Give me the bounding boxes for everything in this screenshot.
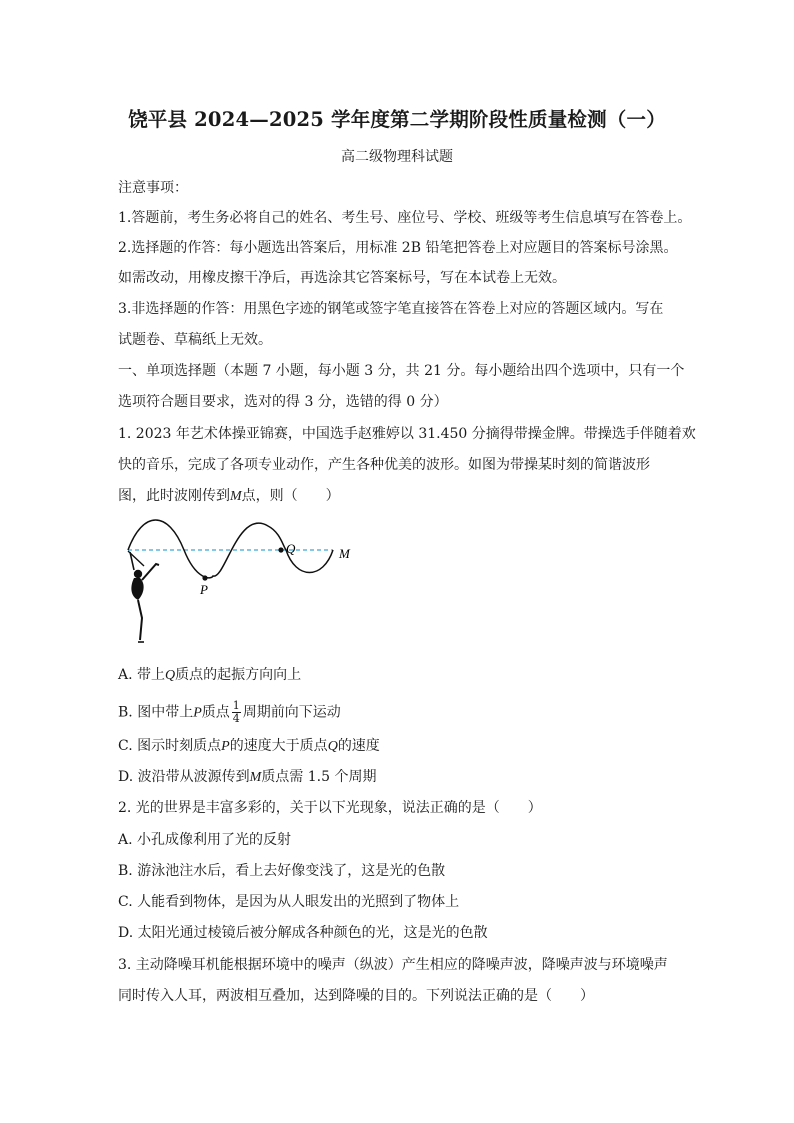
section-1-heading-line-1: 一、单项选择题（本题 7 小题，每小题 3 分，共 21 分。每小题给出四个选项中，只有一个	[118, 363, 685, 379]
gymnast-silhouette	[128, 551, 159, 642]
notice-item-1: 1.答题前，考生务必将自己的姓名、考生号、座位号、学校、班级等考生信息填写在答卷上。	[118, 210, 692, 226]
q1-option-c-mid: 的速度大于质点	[229, 738, 328, 754]
notice-item-3-line-1: 3.非选择题的作答：用黑色字迹的钢笔或签字笔直接答在答卷上对应的答题区域内。写在	[118, 301, 664, 317]
notice-item-2-line-2: 如需改动，用橡皮擦干净后，再选涂其它答案标号，写在本试卷上无效。	[118, 270, 566, 286]
q1-stem-line-2: 快的音乐，完成了各项专业动作，产生各种优美的波形。如图为带操某时刻的简谐波形	[118, 457, 650, 473]
q1-option-b-mid: 质点	[201, 704, 230, 721]
q1-option-c-var-1: P	[221, 739, 230, 754]
q1-option-a-pre: A. 带上	[118, 667, 166, 683]
point-p-dot	[202, 575, 207, 580]
section-1-heading-line-2: 选项符合题目要求，选对的得 3 分，选错的得 0 分）	[118, 394, 448, 410]
q1-option-c	[118, 736, 380, 757]
q3-stem-line-2: 同时传入人耳，两波相互叠加，达到降噪的目的。下列说法正确的是（ ）	[118, 988, 594, 1004]
q1-option-a-post: 质点的起振方向向上	[175, 667, 302, 683]
q1-option-d-var: M	[249, 770, 262, 785]
q1-option-b-post: 周期前向下运动	[242, 704, 341, 721]
point-p-label: P	[200, 582, 208, 597]
point-q-label: Q	[286, 541, 296, 556]
q1-stem-line-3-post: 点，则（ ）	[241, 488, 340, 504]
notice-heading: 注意事项：	[118, 180, 188, 196]
q2-option-d: D. 太阳光通过棱镜后被分解成各种颜色的光，这是光的色散	[118, 925, 488, 941]
q1-option-c-pre: C. 图示时刻质点	[118, 738, 222, 754]
exam-subtitle: 高二级物理科试题	[341, 149, 453, 165]
fraction-denominator: 4	[232, 712, 240, 725]
q1-stem-line-1: 1. 2023 年艺术体操亚锦赛，中国选手赵雅婷以 31.450 分摘得带操金牌。带操选手伴随着欢	[118, 426, 696, 442]
q1-option-c-post: 的速度	[337, 738, 380, 754]
q2-option-c: C. 人能看到物体，是因为从人眼发出的光照到了物体上	[118, 894, 460, 910]
q3-stem-line-1: 3. 主动降噪耳机能根据环境中的噪声（纵波）产生相应的降噪声波，降噪声波与环境噪声	[118, 957, 668, 973]
q1-stem-line-3	[118, 486, 340, 507]
q1-option-d-post: 质点需 1.5 个周期	[261, 769, 377, 785]
q1-option-b-fraction	[232, 700, 241, 725]
q1-option-b-pre: B. 图中带上	[118, 704, 194, 721]
q1-stem-line-3-pre: 图，此时波刚传到	[118, 488, 230, 504]
q2-option-a: A. 小孔成像利用了光的反射	[118, 832, 292, 848]
notice-item-3-line-2: 试题卷、草稿纸上无效。	[118, 332, 272, 348]
q1-option-d	[118, 767, 376, 788]
notice-item-2-line-1: 2.选择题的作答：每小题选出答案后，用标准 2B 铅笔把答卷上对应题目的答案标号涂黑。	[118, 240, 678, 256]
q1-option-d-pre: D. 波沿带从波源传到	[118, 769, 250, 785]
q1-option-a	[118, 665, 301, 686]
q1-ribbon-wave-figure	[118, 518, 368, 648]
q1-option-c-var-2: Q	[327, 739, 338, 754]
q1-option-b	[118, 700, 341, 725]
fraction-numerator: 1	[232, 699, 240, 712]
q1-option-a-var: Q	[165, 668, 176, 683]
q2-option-b: B. 游泳池注水后，看上去好像变浅了，这是光的色散	[118, 863, 446, 879]
ribbon-wave-curve	[128, 520, 333, 578]
point-q-dot	[278, 547, 283, 552]
q1-stem-var-m: M	[230, 489, 242, 504]
q1-option-b-var: P	[193, 705, 202, 721]
q2-stem: 2. 光的世界是丰富多彩的，关于以下光现象，说法正确的是（ ）	[118, 800, 542, 816]
exam-title: 饶平县 2024—2025 学年度第二学期阶段性质量检测（一）	[128, 108, 666, 131]
point-m-label: M	[339, 546, 350, 561]
